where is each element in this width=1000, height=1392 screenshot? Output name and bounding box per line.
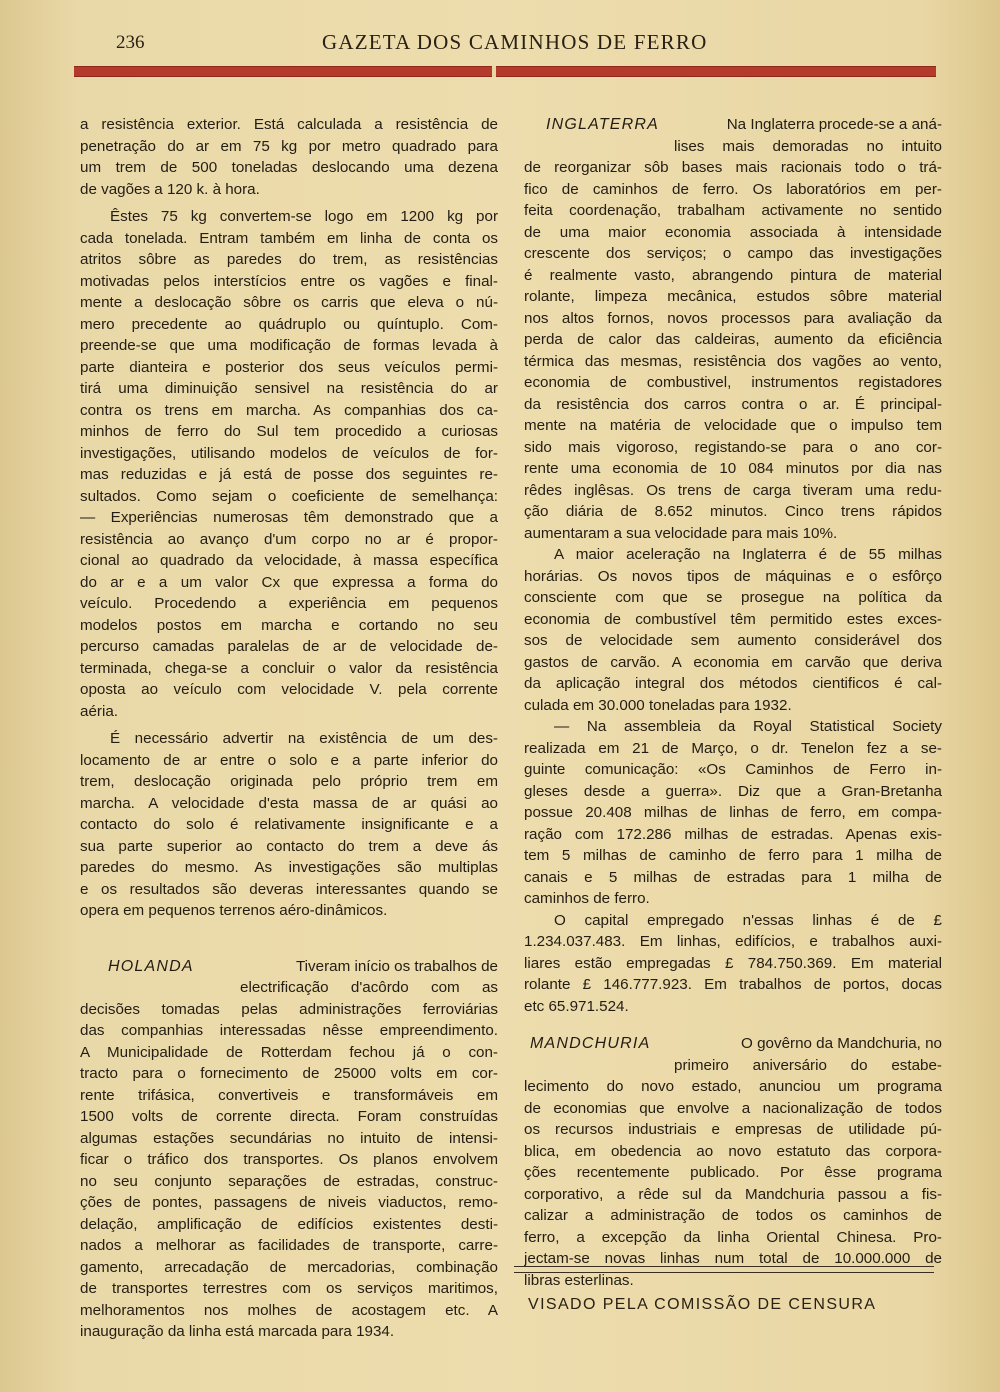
page-number: 236: [116, 32, 145, 53]
text-line: horárias. Os novos tipos de máquinas e o esfôrço: [524, 567, 942, 585]
text-line: tirá uma diminuição sensivel na resistência do ar: [80, 380, 498, 397]
text-line: blica, em obedencia ao novo estatuto das corpora-: [524, 1142, 942, 1160]
text-line: do ar e a um valor Cx que expressa a forma do: [80, 573, 498, 591]
text-line: ferro, a excepção da linha Oriental Chinesa. Pro-: [524, 1228, 942, 1246]
text-line: modelos postos em marcha e cortando no seu: [80, 616, 498, 634]
text-line: 1500 volts de corrente directa. Foram construídas: [80, 1108, 498, 1125]
text-line: Tiveram início os trabalhos de: [295, 957, 498, 975]
text-line: mas reduzidas e já está de posse dos seguintes re-: [80, 466, 498, 483]
text-line: melhoramentos nos molhes de acostagem etc. A: [80, 1301, 498, 1319]
text-line: investigações, utilisando modelos de veículos de for-: [80, 444, 498, 462]
text-line: penetração do ar em 75 kg por metro quadrado para: [80, 137, 498, 155]
text-line: perda de calor das caldeiras, aumento da eficiência: [524, 331, 942, 348]
text-line: corporativo, a rêde sul da Mandchuria passou a fis-: [524, 1185, 942, 1203]
footer-rule: [514, 1266, 934, 1267]
paragraph-royal-statistical: [524, 716, 942, 910]
censorship-notice: VISADO PELA COMISSÃO DE CENSURA: [528, 1296, 877, 1313]
text-line: paredes do mesmo. As investigações são multiplas: [80, 859, 498, 876]
text-line: parte dianteira e posterior dos seus veículos permi-: [80, 358, 498, 376]
text-line: das companhias interessadas nêsse empreendimento.: [80, 1022, 498, 1039]
paragraph-estes: [80, 206, 498, 507]
text-line: ção diária de 8.652 minutos. Cinco trens rápidos: [524, 503, 942, 520]
text-line: crescente dos serviços; o campo das investigações: [524, 245, 942, 262]
text-line: rolante £ 146.777.923. Em trabalhos de portos, docas: [524, 976, 942, 993]
text-line: realizada em 21 de Março, o dr. Tenelon fez a se-: [524, 739, 942, 757]
text-line: ficar o tráfico dos transportes. Os planos envolvem: [80, 1151, 498, 1168]
header-rule: [74, 66, 936, 77]
text-line: marcha. A velocidade d'esta massa de ar quási ao: [80, 794, 498, 812]
paragraph-capital: [524, 910, 942, 1018]
text-line: mente a deslocação sôbre os carris que eleva o nú-: [80, 294, 498, 311]
text-line: motivadas pelos interstícios entre os vagões e final-: [80, 272, 498, 290]
text-line: resistência ao avanço d'um corpo no ar é propor-: [80, 530, 498, 548]
journal-title: GAZETA DOS CAMINHOS DE FERRO: [322, 30, 708, 54]
section-inglaterra: [524, 114, 942, 1017]
section-label-inglaterra: INGLATERRA: [546, 116, 660, 133]
text-line: lecimento do novo estado, anunciou um programa: [524, 1078, 942, 1095]
section-label-mandchuria: MANDCHURIA: [530, 1035, 651, 1052]
text-line: térmica das mesmas, resistência dos vagões ao vento,: [524, 352, 942, 370]
right-column: [524, 114, 942, 1291]
text-line: veículo. Procedendo a experiência em pequenos: [80, 595, 498, 612]
text-line: cional ao quadrado da velocidade, à massa específica: [80, 552, 498, 569]
text-line: no seu conjunto separações de estradas, construc-: [80, 1172, 498, 1190]
text-line: 1.234.037.483. Em linhas, edifícios, e trabalhos auxi-: [524, 933, 942, 950]
text-line: tem 5 milhas de caminho de ferro para 1 milha de: [524, 847, 942, 864]
text-line: nados a melhorar as facilidades de transporte, carre-: [80, 1237, 498, 1254]
paragraph-aceleracao: [524, 544, 942, 716]
text-line: economia de combustivel, instrumentos registadores: [524, 374, 942, 391]
text-line: mente na matéria de velocidade que o impulso tem: [524, 417, 942, 434]
text-line: opera em pequenos terrenos aéro-dinâmicos.: [80, 902, 388, 919]
text-line: rente trifásica, convertiveis e transformáveis em: [80, 1086, 498, 1104]
text-line: possue 20.408 milhas de linhas de ferro, em compa-: [524, 804, 942, 821]
text-line: mero precedente ao quádruplo ou quíntuplo. Com-: [80, 315, 498, 333]
section-heading-line: [524, 1033, 942, 1055]
text-line: feita coordenação, trabalham activamente no sentido: [524, 202, 942, 219]
text-line: a resistência exterior. Está calculada a resistência de: [80, 116, 498, 133]
text-line: aumentaram a sua velocidade para mais 10%.: [524, 524, 838, 542]
text-line: e os resultados são deveras interessantes quando se: [80, 880, 498, 898]
text-line: canais e 5 milhas de estradas para 1 milha de: [524, 868, 942, 886]
text-line: economia de combustível têm permitido estes exces-: [524, 610, 942, 628]
text-line: percurso camadas paralelas de ar de velocidade de-: [80, 638, 498, 655]
text-line: de uma maior economia associada à intensidade: [524, 223, 942, 241]
text-line: de reorganizar sôb bases mais racionais todo o trá-: [524, 159, 942, 176]
text-line: um trem de 500 toneladas deslocando uma dezena: [80, 159, 498, 176]
page-header: [0, 28, 1000, 60]
paragraph-necessario: [80, 728, 498, 922]
text-line: aéria.: [80, 702, 118, 720]
text-line: liares estão empregadas £ 784.750.369. Em material: [524, 954, 942, 972]
text-line: sos de velocidade sem aumento considerável dos: [524, 632, 942, 649]
text-line: jectam-se novas linhas num total de 10.000.000 de: [524, 1250, 942, 1267]
text-line: A Municipalidade de Rotterdam fechou já o con-: [80, 1043, 498, 1061]
text-line: é realmente vasto, abrangendo pintura de material: [524, 266, 942, 284]
text-line: — Experiências numerosas têm demonstrado que a: [80, 509, 498, 526]
text-line: libras esterlinas.: [524, 1271, 634, 1289]
text-line: ração com 172.286 milhas de estradas. Apenas exis-: [524, 825, 942, 843]
text-line: É necessário advertir na existência de um des-: [110, 730, 498, 747]
text-line: lises mais demoradas no intuito: [674, 137, 942, 155]
text-line: gleses desde a guerra». Diz que a Gran-Bretanha: [524, 782, 942, 800]
text-line: etc 65.971.524.: [524, 997, 629, 1015]
section-heading-line: [80, 956, 498, 978]
text-line: da aplicação integral dos métodos cientificos é cal-: [524, 675, 942, 692]
text-line: sultados. Como sejam o coeficiente de semelhança:: [80, 487, 498, 505]
text-line: da resistência dos carros contra o ar. É principal-: [524, 395, 942, 413]
text-line: rente uma economia de 10 084 minutos por dia nas: [524, 460, 942, 477]
text-line: rêdes inglêsas. Os trens de carga tiveram uma redu-: [524, 481, 942, 499]
text-line: tracto para o fornecimento de 25000 volts em cor-: [80, 1065, 498, 1082]
left-column: [80, 114, 498, 1343]
text-line: Na Inglaterra procede-se a aná-: [726, 116, 942, 133]
text-line: ções de pontes, passagens de niveis viaductos, remo-: [80, 1194, 498, 1211]
text-line: culada em 30.000 toneladas para 1932.: [524, 696, 792, 714]
section-mandchuria: [524, 1033, 942, 1291]
text-line: Êstes 75 kg convertem-se logo em 1200 kg por: [110, 208, 498, 225]
text-line: sua parte superior ao contacto do trem a deve ás: [80, 837, 498, 855]
section-holanda: [80, 956, 498, 1343]
text-line: atritos sôbre as paredes do trem, as resistências: [80, 251, 498, 268]
text-line: os recursos industriais e empresas de utilidade pú-: [524, 1121, 942, 1138]
text-line: caminhos de ferro.: [524, 890, 650, 907]
footer-rule: [514, 1272, 934, 1273]
text-line: inauguração da linha está marcada para 1934.: [80, 1323, 395, 1340]
text-line: trem, deslocação originada pelo próprio trem em: [80, 773, 498, 790]
text-line: gastos de carvão. A economia em carvão que deriva: [524, 653, 942, 671]
text-line: gamento, arrecadação de mercadorias, combinação: [80, 1258, 498, 1276]
text-line: ções recentemente publicado. Por êsse programa: [524, 1164, 942, 1181]
text-line: nos altos fornos, novos processos para avaliação da: [524, 309, 942, 327]
text-line: delação, amplificação de edifícios existentes desti-: [80, 1215, 498, 1233]
text-line: preende-se que uma modificação de formas levada à: [80, 337, 498, 354]
text-line: de economias que envolve a nacionalização de todos: [524, 1099, 942, 1117]
text-line: O capital empregado n'essas linhas é de £: [554, 911, 942, 929]
paragraph-experiencias: [80, 507, 498, 722]
text-line: A maior aceleração na Inglaterra é de 55 milhas: [554, 546, 942, 563]
text-line: guinte comunicação: «Os Caminhos de Ferro in-: [524, 761, 942, 778]
text-line: primeiro aniversário do estabe-: [674, 1056, 942, 1074]
paragraph-resistencia: [80, 114, 498, 200]
text-line: consciente com que se prosegue na política da: [524, 589, 942, 606]
section-label-holanda: HOLANDA: [108, 957, 194, 975]
text-line: algumas estações secundárias no intuito de intensi-: [80, 1129, 498, 1147]
text-line: decisões tomadas pelas administrações ferroviárias: [80, 1000, 498, 1018]
text-line: contra os trens em marcha. As companhias dos ca-: [80, 401, 498, 419]
text-line: rolante, limpeza mecânica, estudos sôbre material: [524, 288, 942, 305]
text-line: fico de caminhos de ferro. Os laboratórios em per-: [524, 180, 942, 198]
text-line: de transportes terrestres com os serviços maritimos,: [80, 1280, 498, 1297]
text-line: minhos de ferro do Sul tem procedido a curiosas: [80, 423, 498, 440]
text-line: cada tonelada. Entram também em linha de conta os: [80, 229, 498, 247]
text-line: contacto do solo é relativamente insignificante e a: [80, 816, 498, 833]
text-line: locamento de ar entre o solo e a parte inferior do: [80, 751, 498, 769]
text-line: sido mais vigoroso, registando-se para o ano cor-: [524, 438, 942, 456]
section-heading-line: [524, 114, 942, 136]
text-line: oposta ao veículo com velocidade V. pela corrente: [80, 681, 498, 698]
text-line: calizar a administração de todos os caminhos de: [524, 1207, 942, 1224]
text-line: O govêrno da Mandchuria, no: [741, 1035, 942, 1052]
text-line: electrificação d'acôrdo com as: [240, 979, 498, 996]
text-line: terminada, chega-se a concluir o valor da resistência: [80, 659, 498, 677]
text-line: de vagões a 120 k. à hora.: [80, 180, 260, 198]
text-line: — Na assembleia da Royal Statistical Society: [554, 718, 942, 735]
